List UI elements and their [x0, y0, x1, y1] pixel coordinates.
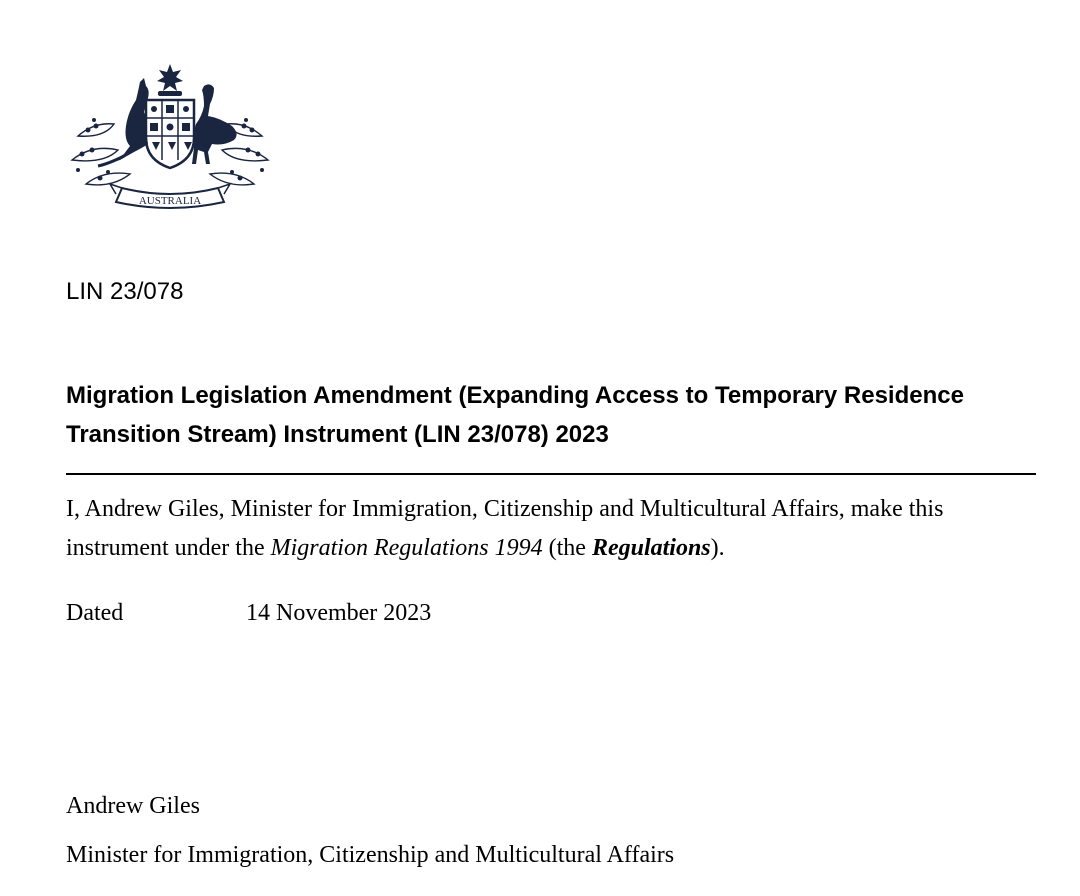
enacting-clause-suffix: ).	[710, 535, 725, 561]
instrument-title: Migration Legislation Amendment (Expanding Access to Temporary Residence Transition Stream) Instrument (LIN 23/078) 2023	[66, 382, 964, 448]
instrument-number: LIN 23/078	[66, 278, 184, 305]
enacting-clause-middle: (the	[542, 535, 592, 561]
title-divider	[66, 473, 1036, 475]
act-name: Migration Regulations 1994	[270, 535, 543, 561]
crest-scroll-text: AUSTRALIA	[138, 195, 202, 207]
dated-label: Dated	[66, 600, 124, 626]
dated-row	[66, 598, 432, 628]
coat-of-arms-icon	[64, 60, 276, 220]
signatory-position: Minister for Immigration, Citizenship and Multicultural Affairs	[66, 842, 675, 868]
signatory-name: Andrew Giles	[66, 793, 200, 819]
dated-value: 14 November 2023	[246, 600, 432, 626]
enacting-clause	[66, 490, 1041, 568]
defined-term: Regulations	[591, 535, 711, 561]
enacting-clause-prefix: I, Andrew Giles, Minister for Immigration, Citizenship and Multicultural Affairs, make this instrument under the	[66, 496, 944, 561]
